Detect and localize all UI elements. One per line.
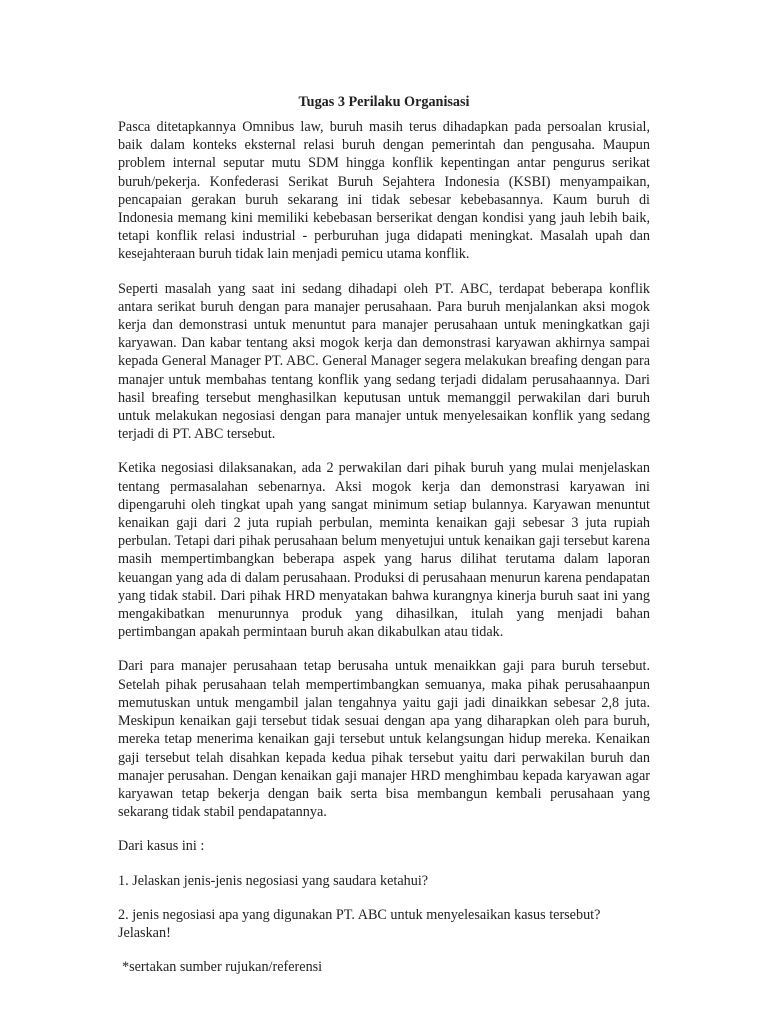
document-page (118, 92, 650, 992)
document-title: Tugas 3 Perilaku Organisasi (298, 94, 470, 110)
question-2: 2. jenis negosiasi apa yang digunakan PT. ABC untuk menyelesaikan kasus tersebut? Jelaskan! (118, 906, 601, 941)
paragraph-4: Dari para manajer perusahaan tetap berusaha untuk menaikkan gaji para buruh tersebut. Setelah pihak perusahaan telah mempertimbangkan semuanya, maka pihak perusahaanpun memutuskan untuk mengambil jalan tengahnya yaitu gaji jadi dinaikkan sebesar 2,8 juta. Meskipun kenaikan gaji tersebut tidak sesuai dengan apa yang diharapkan oleh para buruh, mereka tetap menerima kenaikan gaji tersebut untuk kelangsungan hidup mereka. Kenaikan gaji tersebut telah disahkan kepada kedua pihak tersebut yaitu dari perwakilan buruh dan manajer perusahan. Dengan kenaikan gaji manajer HRD menghimbau kepada karyawan agar karyawan tetap bekerja dengan baik serta bisa membangun kembali perusahaan yang sekarang tidak stabil pendapatannya. (118, 658, 650, 821)
paragraph-3: Ketika negosiasi dilaksanakan, ada 2 perwakilan dari pihak buruh yang mulai menjelaskan tentang permasalahan sebenarnya. Aksi mogok kerja dan demonstrasi karyawan ini dipengaruhi oleh tingkat upah yang sangat minimum setiap bulannya. Karyawan menuntut kenaikan gaji dari 2 juta rupiah perbulan, meminta kenaikan gaji sebesar 3 juta rupiah perbulan. Tetapi dari pihak perusahaan belum menyetujui untuk kenaikan gaji tersebut karena masih mempertimbangkan beberapa aspek yang harus dilihat terutama dalam laporan keuangan yang ada di dalam perusahaan. Produksi di perusahaan menurun karena pendapatan yang tidak stabil. Dari pihak HRD menyatakan bahwa kurangnya kinerja buruh saat ini yang mengakibatkan menurunnya produk yang dihasilkan, itulah yang menjadi bahan pertimbangan apakah permintaan buruh akan dikabulkan atau tidak. (118, 460, 650, 641)
reference-note: *sertakan sumber rujukan/referensi (122, 959, 323, 976)
question-1: 1. Jelaskan jenis-jenis negosiasi yang saudara ketahui? (118, 872, 429, 889)
paragraph-2: Seperti masalah yang saat ini sedang dihadapi oleh PT. ABC, terdapat beberapa konflik antara serikat buruh dengan para manajer perusahaan. Para buruh menjalankan aksi mogok kerja dan demonstrasi untuk menuntut para manajer perusahaan untuk meningkatkan gaji karyawan. Dan kabar tentang aksi mogok kerja dan demonstrasi karyawan akhirnya sampai kepada General Manager PT. ABC. General Manager segera melakukan breafing dengan para manajer untuk membahas tentang konflik yang sedang terjadi didalam perusahaannya. Dari hasil breafing tersebut menghasilkan keputusan untuk memanggil perwakilan dari buruh untuk melakukan negosiasi dengan para manajer untuk menyelesaikan konflik yang sedang terjadi di PT. ABC tersebut. (118, 280, 650, 443)
paragraph-1: Pasca ditetapkannya Omnibus law, buruh masih terus dihadapkan pada persoalan krusial, baik dalam konteks eksternal relasi buruh dengan pemerintah dan pengusaha. Maupun problem internal seputar mutu SDM hingga konflik kepentingan antar pengurus serikat buruh/pekerja. Konfederasi Serikat Buruh Sejahtera Indonesia (KSBI) menyampaikan, pencapaian gerakan buruh sekarang ini tidak sebesar kebebasannya. Kaum buruh di Indonesia memang kini memiliki kebebasan berserikat dengan kondisi yang jauh lebih baik, tetapi konflik relasi industrial - perburuhan juga didapati meningkat. Masalah upah dan kesejahteraan buruh tidak lain menjadi pemicu utama konflik. (118, 119, 650, 263)
case-intro: Dari kasus ini : (118, 838, 205, 855)
